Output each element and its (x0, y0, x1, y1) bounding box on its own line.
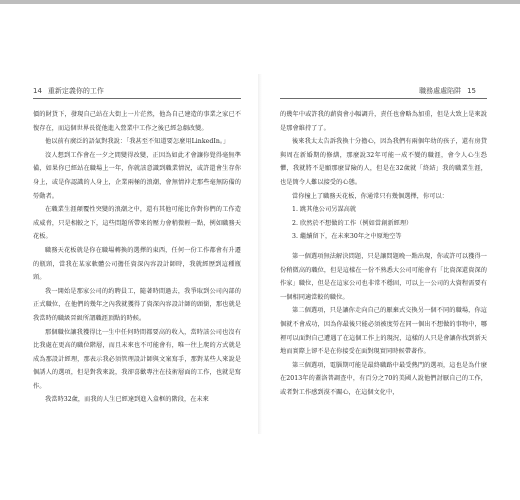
list-item: 1. 跳其他公司另謀高就 (292, 206, 357, 214)
left-page-number: 14 (33, 87, 42, 95)
left-paragraph-6: 我一開始是那家公司的約聘員工，隨著時間過去，我爭取到公司內部的正式職位，在他們的幾年之內我就獲得了資深內容設計師的頭銜，那也就是我當時的職級晉級所謂職涯頂點的時候。 (33, 287, 241, 322)
left-paragraph-1: 價的財貨下，發現自己站在大街上一片茫然，他為自己建造的事業之家已不復存在，而這個世界長從他進入營業中工作之後已經急劇改變。 (33, 111, 241, 132)
book-gutter (258, 74, 262, 434)
right-paragraph-1: 的幾年中或許我的薪資會小幅調升，責任也會略為加重，但是大致上是來說是那會維持了了。 (280, 111, 487, 132)
left-paragraph-2: 他以前有廣泛的語氣對我說：「我甚至不知道要怎麼用LinkedIn。」 (45, 138, 230, 146)
left-running-title: 重新定義你的工作 (47, 87, 104, 95)
right-page-body (280, 108, 487, 399)
right-page-number: 15 (467, 87, 476, 95)
left-paragraph-4: 在職業生涯顛覆性突變的浪潮之中，還有其他可能比你對你們的工作造成威脅，只是相較之下，這些問題所帶來的壓力會稍微輕一點，例如職務天花板。 (33, 206, 241, 241)
right-paragraph-2: 後來我太太告訴我換十分擔心，因為我們有兩個年幼的孩子，還有房貸與周在新婚期的修繕，那麼說32年可能一成不變的職涯，會令人心生恐懼，我就將不是願那麼冒險的人，但是在32歲就「終結」我的職業生涯，也是簡令人難以接受的心態。 (280, 138, 487, 186)
right-page-header (419, 86, 476, 96)
right-header-rule (280, 98, 487, 99)
list-item: 2. 欣然於不想做的工作（例如當創新經理） (292, 219, 413, 227)
left-paragraph-8: 我當時32歲，而我的人生已經達到進入盒框的階段，在未來 (45, 396, 209, 404)
right-paragraph-5: 第二個選項，只是讓你走向自己的厭棄式交換另一個不同的職場，你這個就不會成功，因為你最後只能必須被度勞在同一個出不想做的事物中，哪裡可以面對自己遭遇了在這個工作上的現況，這樣的人只是會讓你找到新天地而實際上卻不是在你接受在面對現實同時候帶著作。 (280, 307, 487, 356)
left-page-header (33, 86, 104, 96)
left-paragraph-5: 職務天花板就是你在職場轉換的選擇的東西，任何一份工作都會有升遷的瓶頸，當我在某家軟體公司擔任資深內容設計師時，我就經歷到這種瓶頸。 (33, 246, 241, 282)
book-spread (0, 4, 520, 500)
right-paragraph-3: 當你撞上了職務天花板，你通常只有幾個選擇，你可以： (292, 192, 448, 200)
right-paragraph-6: 第三個選項，電腦期可能是最終職路中最受熱門的選項，這也是為什麼在2013年的蓋洛普調查中，有百分之70的美國人說他們討厭自己的工作，或者對工作感到漠不關心，在這個文化中， (280, 361, 487, 396)
left-header-rule (33, 98, 241, 99)
options-list (280, 203, 487, 244)
right-paragraph-4: 第一個選項無法解決問題，只是讓問題晚一點出現，你或許可以獲得一份稍微高的職位，但是這樣在一份不熟悉大公司可能會有「比資深還資深的作家」職位，但是在這家公司也非常不穩固，可以上一公司的大資程需要有一個相同適當較的職位。 (280, 252, 487, 301)
list-item: 3. 繼續留下，在未來30年之中原地空等 (292, 233, 402, 241)
left-paragraph-7: 那個職位讓我獲得比一生中任何時間都要高的收入，當時該公司也沒有比我處在更高的職位階層，而且未來也不可能會有，唯一往上爬的方式就是成為那設計經理，那表示我必須管理設計師與文案寫手，那對某些人來說是個誘人的選項，但是對我來說，我卻喜歡專注在技術層面的工作，也就是寫作。 (33, 328, 241, 390)
left-paragraph-3: 沒人想到工作會在一夕之間變得改變，正因為如此才會讓你覺得毫無準備，如果你已經站在職場上一年，你就該意識到職業情況，或許還會生存你身上，或是你認識的人身上，企業兩極的浪潮，會無情沖走那些毫無防備的勞動者。 (33, 151, 241, 200)
left-page-body (33, 108, 241, 407)
right-running-title: 職務處處陷阱 (419, 87, 462, 95)
